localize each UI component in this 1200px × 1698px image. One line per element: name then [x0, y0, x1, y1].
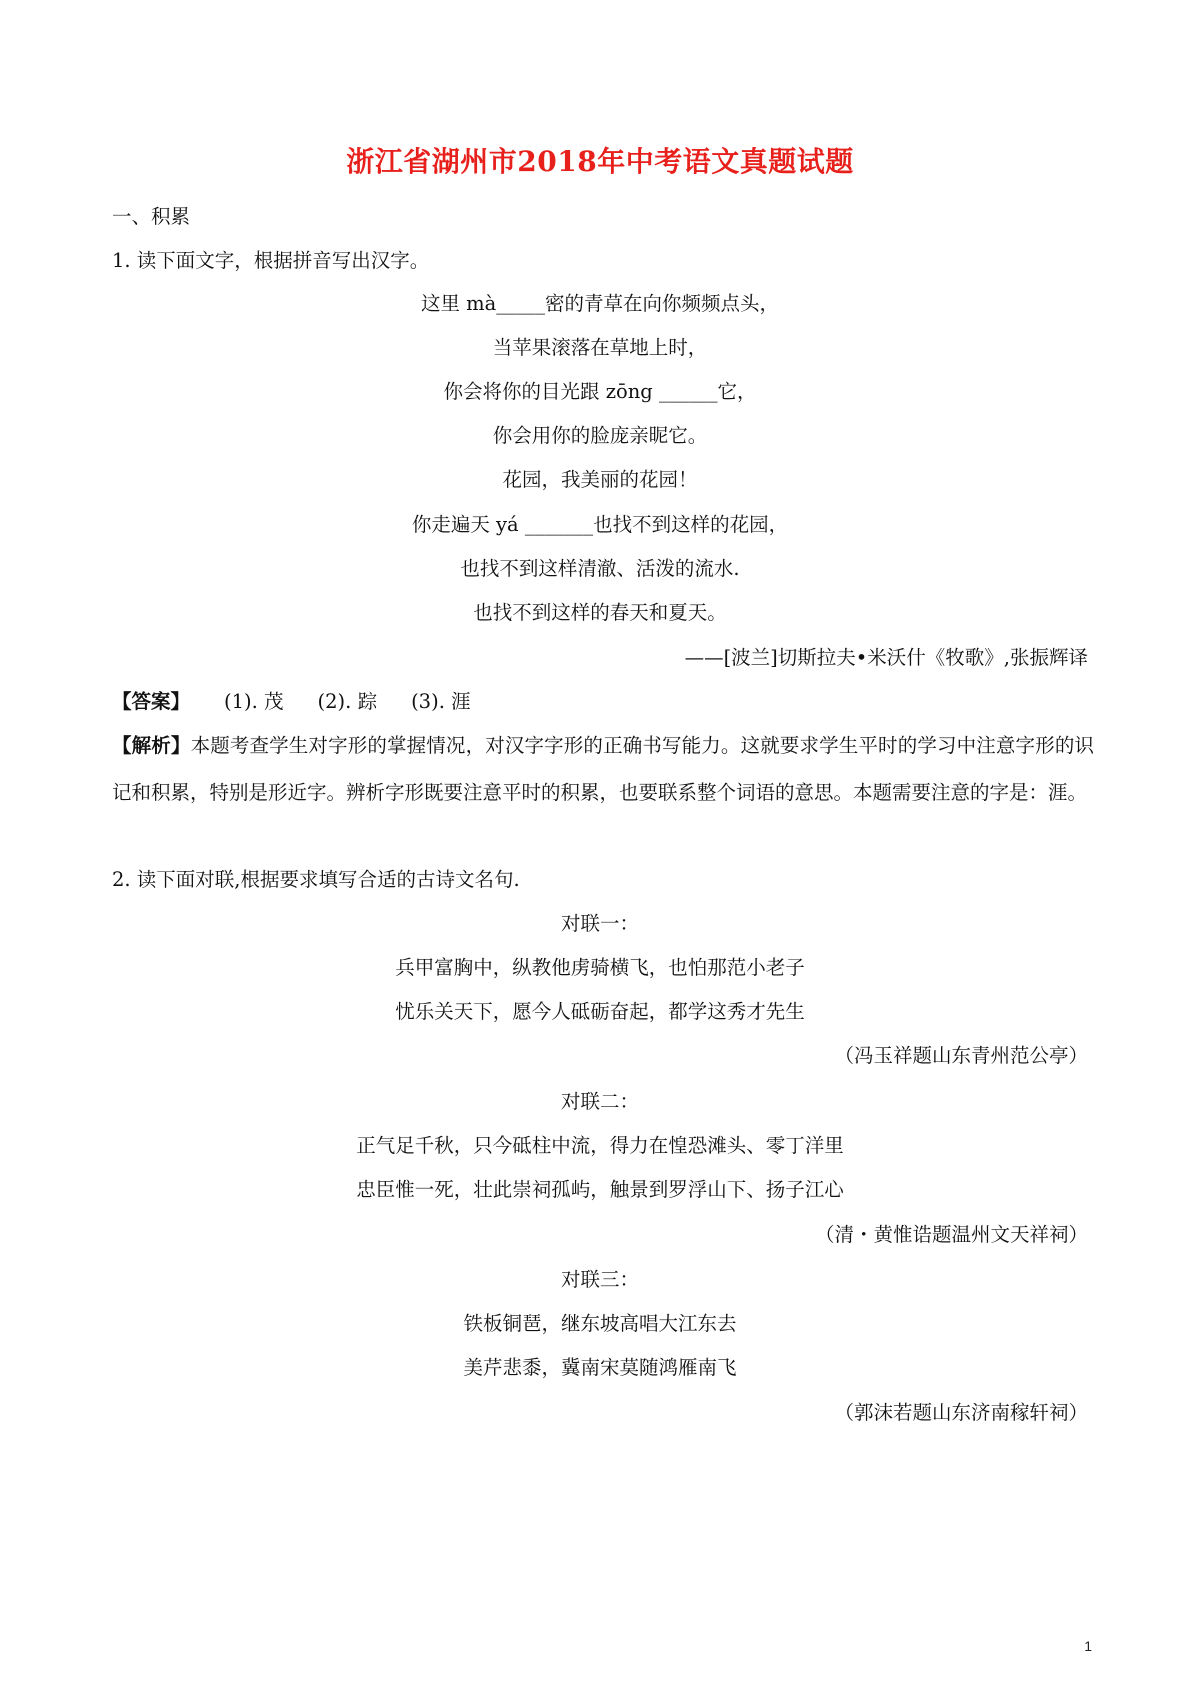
poem-line: 这里 mà_____密的青草在向你频频点头， — [420, 292, 780, 315]
poem-line: 你会用你的脸庞亲昵它。 — [492, 424, 708, 447]
answer-item: (1). 茂 — [224, 690, 284, 713]
page-title: 浙江省湖州市2018年中考语文真题试题 — [346, 145, 854, 178]
page-number: 1 — [1084, 1638, 1092, 1654]
section-heading: 一、积累 — [112, 205, 191, 228]
couplet-source: （郭沫若题山东济南稼轩祠） — [834, 1401, 1088, 1424]
answer-label: 【答案】 — [112, 690, 191, 713]
poem-line: 也找不到这样清澈、活泼的流水. — [460, 557, 740, 580]
poem-source: ——[波兰]切斯拉夫•米沃什《牧歌》,张振辉译 — [684, 646, 1088, 669]
couplet-heading: 对联二： — [560, 1090, 639, 1113]
couplet-line: 兵甲富胸中，纵教他虏骑横飞，也怕那范小老子 — [395, 956, 805, 979]
analysis-text: 本题考查学生对字形的掌握情况，对汉字字形的正确书写能力。这就要求学生平时的学习中注意字形的识记和积累，特别是形近字。辨析字形既要注意平时的积累，也要联系整个词语的意思。本题需要注意的字是：涯。 — [112, 734, 1094, 804]
couplet-heading: 对联一： — [560, 912, 639, 935]
couplet-line: 正气足千秋，只今砥柱中流，得力在惶恐滩头、零丁洋里 — [356, 1134, 844, 1157]
couplet-source: （清・黄惟诰题温州文天祥祠） — [814, 1223, 1088, 1246]
poem-line: 你会将你的目光跟 zōng ______它， — [443, 380, 757, 403]
answer-row — [112, 692, 471, 712]
answer-item: (3). 涯 — [411, 690, 471, 713]
couplet-source: （冯玉祥题山东青州范公亭） — [834, 1044, 1088, 1067]
couplet-line: 忠臣惟一死，壮此崇祠孤屿，触景到罗浮山下、扬子江心 — [356, 1178, 844, 1201]
answer-item: (2). 踪 — [317, 690, 378, 713]
analysis-paragraph — [112, 722, 1094, 816]
analysis-label: 【解析】 — [112, 734, 191, 757]
couplet-line: 美芹悲黍，冀南宋莫随鸿雁南飞 — [463, 1356, 737, 1379]
question-2-stem: 2. 读下面对联,根据要求填写合适的古诗文名句. — [112, 868, 520, 891]
poem-line: 花园，我美丽的花园！ — [502, 468, 698, 491]
poem-line: 也找不到这样的春天和夏天。 — [473, 601, 727, 624]
poem-line: 你走遍天 yá _______也找不到这样的花园， — [411, 513, 789, 536]
couplet-heading: 对联三： — [560, 1268, 639, 1291]
question-1-stem: 1. 读下面文字，根据拼音写出汉字。 — [112, 249, 430, 272]
couplet-line: 铁板铜琶，继东坡高唱大江东去 — [463, 1312, 737, 1335]
couplet-line: 忧乐关天下，愿今人砥砺奋起，都学这秀才先生 — [395, 1000, 805, 1023]
poem-line: 当苹果滚落在草地上时， — [492, 336, 708, 359]
